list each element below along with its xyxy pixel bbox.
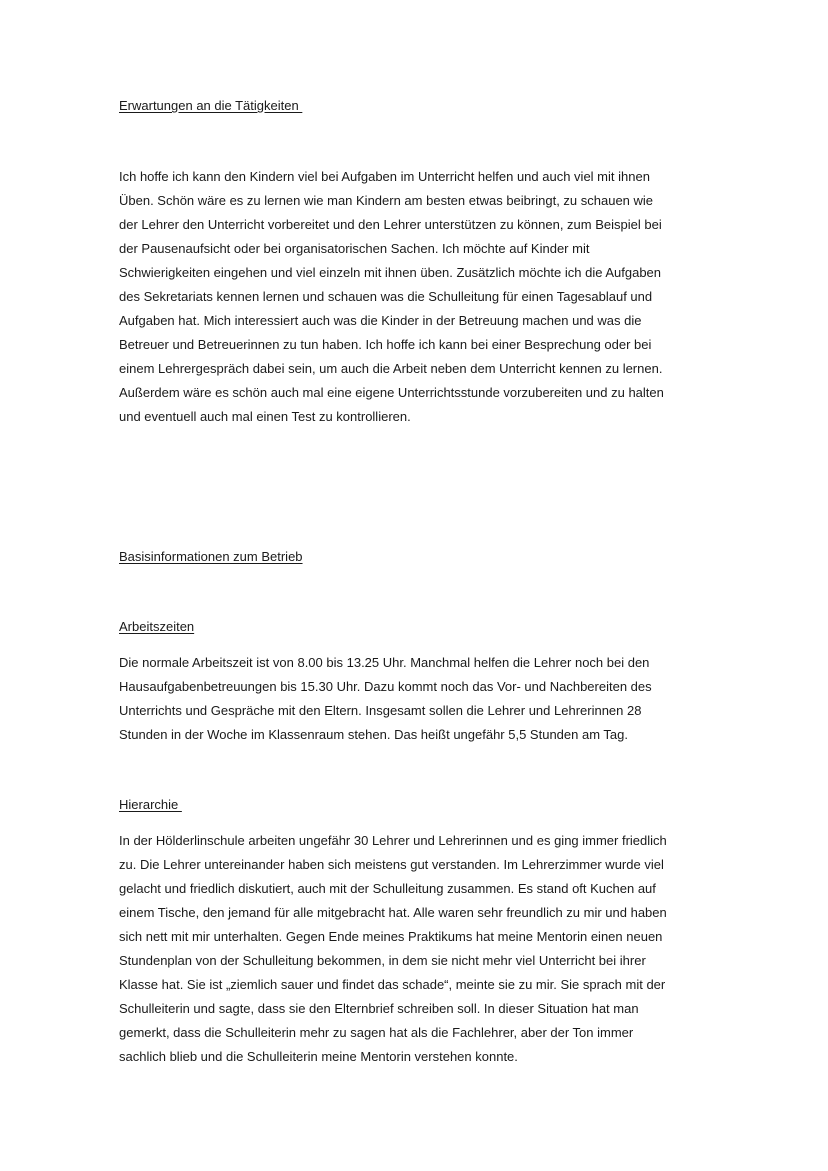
heading-worktime: Arbeitszeiten — [119, 619, 195, 634]
text-line: sachlich blieb und die Schulleiterin meine Mentorin verstehen konnte. — [119, 1049, 518, 1064]
text-line: zu. Die Lehrer untereinander haben sich meistens gut verstanden. Im Lehrerzimmer wurde viel — [119, 857, 664, 872]
paragraph-worktime — [119, 651, 719, 747]
heading-expectations: Erwartungen an die Tätigkeiten — [119, 98, 303, 113]
text-line: Stundenplan von der Schulleitung bekommen, in dem sie nicht mehr viel Unterricht bei ihrer — [119, 953, 646, 968]
heading-hierarchy: Hierarchie — [119, 797, 182, 812]
text-line: einem Lehrergespräch dabei sein, um auch die Arbeit neben dem Unterricht kennen zu lernen. — [119, 361, 663, 376]
text-line: gemerkt, dass die Schulleiterin mehr zu sagen hat als die Fachlehrer, aber der Ton immer — [119, 1025, 634, 1040]
text-line: In der Hölderlinschule arbeiten ungefähr 30 Lehrer und Lehrerinnen und es ging immer friedlich — [119, 833, 667, 848]
text-line: der Pausenaufsicht oder bei organisatorischen Sachen. Ich möchte auf Kinder mit — [119, 241, 590, 256]
text-line: Klasse hat. Sie ist „ziemlich sauer und findet das schade“, meinte sie zu mir. Sie sprach mit der — [119, 977, 666, 992]
text-line: Stunden in der Woche im Klassenraum stehen. Das heißt ungefähr 5,5 Stunden am Tag. — [119, 727, 628, 742]
text-line: Aufgaben hat. Mich interessiert auch was die Kinder in der Betreuung machen und was die — [119, 313, 642, 328]
text-line: Die normale Arbeitszeit ist von 8.00 bis 13.25 Uhr. Manchmal helfen die Lehrer noch bei den — [119, 655, 650, 670]
text-line: Üben. Schön wäre es zu lernen wie man Kindern am besten etwas beibringt, zu schauen wie — [119, 193, 654, 208]
text-line: und eventuell auch mal einen Test zu kontrollieren. — [119, 409, 411, 424]
text-line: Hausaufgabenbetreuungen bis 15.30 Uhr. Dazu kommt noch das Vor- und Nachbereiten des — [119, 679, 652, 694]
text-line: Ich hoffe ich kann den Kindern viel bei Aufgaben im Unterricht helfen und auch viel mit ihnen — [119, 169, 650, 184]
text-line: Schulleiterin und sagte, dass sie den Elternbrief schreiben soll. In dieser Situation hat man — [119, 1001, 639, 1016]
text-line: sich nett mit mir unterhalten. Gegen Ende meines Praktikums hat meine Mentorin einen neuen — [119, 929, 663, 944]
paragraph-expectations — [119, 165, 719, 429]
text-line: Unterrichts und Gespräche mit den Eltern. Insgesamt sollen die Lehrer und Lehrerinnen 28 — [119, 703, 642, 718]
text-line: Außerdem wäre es schön auch mal eine eigene Unterrichtsstunde vorzubereiten und zu halten — [119, 385, 664, 400]
heading-basics: Basisinformationen zum Betrieb — [119, 549, 303, 564]
paragraph-hierarchy — [119, 829, 719, 1069]
text-line: Betreuer und Betreuerinnen zu tun haben. Ich hoffe ich kann bei einer Besprechung oder bei — [119, 337, 652, 352]
text-line: der Lehrer den Unterricht vorbereitet und den Lehrer unterstützen zu können, zum Beispiel bei — [119, 217, 662, 232]
text-line: einem Tische, den jemand für alle mitgebracht hat. Alle waren sehr freundlich zu mir und haben — [119, 905, 667, 920]
text-line: Schwierigkeiten eingehen und viel einzeln mit ihnen üben. Zusätzlich möchte ich die Aufgaben — [119, 265, 662, 280]
text-line: des Sekretariats kennen lernen und schauen was die Schulleitung für einen Tagesablauf und — [119, 289, 653, 304]
text-line: gelacht und friedlich diskutiert, auch mit der Schulleitung zusammen. Es stand oft Kuchen auf — [119, 881, 656, 896]
